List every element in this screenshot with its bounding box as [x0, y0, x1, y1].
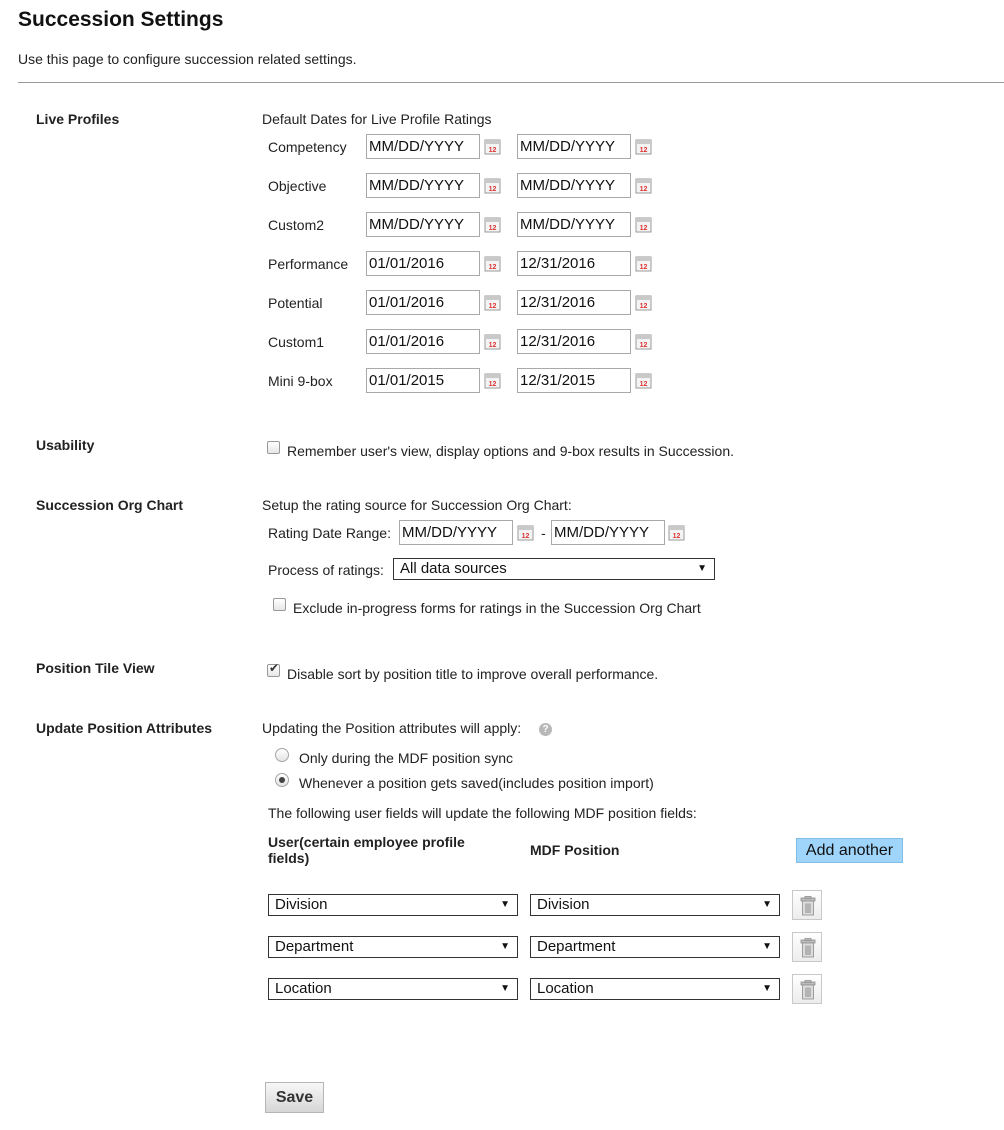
svg-text:12: 12: [639, 342, 648, 349]
calendar-icon[interactable]: [484, 177, 501, 194]
calendar-icon[interactable]: [517, 524, 534, 541]
performance-start-date-input[interactable]: [366, 251, 480, 276]
radio-position-saved-label: Whenever a position gets saved(includes position import): [299, 775, 654, 791]
user-field-value: Location: [275, 980, 332, 997]
date-range-separator: -: [541, 525, 546, 541]
calendar-icon[interactable]: [635, 294, 652, 311]
page-subtitle: Use this page to configure succession related settings.: [18, 51, 357, 67]
add-another-button[interactable]: Add another: [796, 838, 903, 863]
svg-text:12: 12: [639, 264, 648, 271]
mdf-field-select[interactable]: [530, 936, 780, 958]
user-field-select[interactable]: [268, 978, 518, 1000]
calendar-icon[interactable]: [484, 255, 501, 272]
calendar-icon[interactable]: [484, 372, 501, 389]
competency-label: Competency: [268, 139, 347, 155]
update-attributes-heading: Updating the Position attributes will apply:: [262, 720, 522, 736]
calendar-icon[interactable]: [635, 255, 652, 272]
dropdown-arrow-icon: ▼: [500, 983, 510, 994]
dropdown-arrow-icon: ▼: [697, 563, 707, 574]
remember-view-label: Remember user's view, display options and 9-box results in Succession.: [287, 443, 734, 459]
custom1-end-date-input[interactable]: [517, 329, 631, 354]
custom2-label: Custom2: [268, 217, 325, 233]
svg-text:12: 12: [639, 225, 648, 232]
svg-text:12: 12: [488, 381, 497, 388]
svg-text:12: 12: [521, 533, 530, 540]
live-profiles-label: Live Profiles: [36, 111, 120, 127]
calendar-icon[interactable]: [635, 333, 652, 350]
custom2-start-date-input[interactable]: [366, 212, 480, 237]
calendar-icon[interactable]: [635, 177, 652, 194]
org-chart-label: Succession Org Chart: [36, 497, 184, 513]
svg-text:12: 12: [488, 342, 497, 349]
svg-text:12: 12: [672, 533, 681, 540]
calendar-icon[interactable]: [484, 333, 501, 350]
dropdown-arrow-icon: ▼: [500, 899, 510, 910]
mini-9-box-label: Mini 9-box: [268, 373, 333, 389]
delete-mapping-button[interactable]: [792, 890, 822, 920]
mdf-field-value: Division: [537, 896, 590, 913]
header-divider: [18, 82, 1004, 83]
mdf-field-value: Department: [537, 938, 616, 955]
user-field-value: Division: [275, 896, 328, 913]
radio-selected-dot: [279, 777, 285, 783]
svg-text:12: 12: [488, 186, 497, 193]
mini-9-box-end-date-input[interactable]: [517, 368, 631, 393]
potential-end-date-input[interactable]: [517, 290, 631, 315]
user-column-header: [268, 834, 465, 866]
svg-text:12: 12: [488, 264, 497, 271]
dropdown-arrow-icon: ▼: [762, 941, 772, 952]
custom2-end-date-input[interactable]: [517, 212, 631, 237]
rating-date-start-input[interactable]: [399, 520, 513, 545]
custom1-label: Custom1: [268, 334, 325, 350]
radio-mdf-sync-label: Only during the MDF position sync: [299, 750, 513, 766]
user-column-header-line1: User(certain employee profile: [268, 834, 465, 850]
calendar-icon[interactable]: [668, 524, 685, 541]
svg-text:12: 12: [639, 147, 648, 154]
performance-end-date-input[interactable]: [517, 251, 631, 276]
mdf-field-select[interactable]: [530, 978, 780, 1000]
mdf-field-value: Location: [537, 980, 594, 997]
org-chart-heading: Setup the rating source for Succession Org Chart:: [262, 497, 572, 513]
competency-start-date-input[interactable]: [366, 134, 480, 159]
custom1-start-date-input[interactable]: [366, 329, 480, 354]
delete-mapping-button[interactable]: [792, 974, 822, 1004]
user-field-select[interactable]: [268, 936, 518, 958]
calendar-icon[interactable]: [635, 138, 652, 155]
mdf-column-header: MDF Position: [530, 842, 620, 858]
objective-start-date-input[interactable]: [366, 173, 480, 198]
potential-start-date-input[interactable]: [366, 290, 480, 315]
checkmark-icon: ✔: [269, 661, 280, 675]
disable-sort-label: Disable sort by position title to improve overall performance.: [287, 666, 659, 682]
position-tile-view-label: Position Tile View: [36, 660, 155, 676]
objective-label: Objective: [268, 178, 327, 194]
process-ratings-label: Process of ratings:: [268, 562, 384, 578]
rating-date-end-input[interactable]: [551, 520, 665, 545]
svg-text:12: 12: [639, 381, 648, 388]
svg-text:12: 12: [639, 303, 648, 310]
mdf-field-select[interactable]: [530, 894, 780, 916]
user-field-value: Department: [275, 938, 354, 955]
page-title: Succession Settings: [18, 8, 224, 31]
process-ratings-value: All data sources: [400, 560, 507, 577]
dropdown-arrow-icon: ▼: [500, 941, 510, 952]
dropdown-arrow-icon: ▼: [762, 899, 772, 910]
mini-9-box-start-date-input[interactable]: [366, 368, 480, 393]
help-icon[interactable]: ?: [539, 723, 552, 736]
calendar-icon[interactable]: [635, 216, 652, 233]
user-column-header-line2: fields): [268, 850, 310, 866]
user-field-select[interactable]: [268, 894, 518, 916]
remember-view-checkbox[interactable]: [267, 441, 280, 454]
radio-position-saved[interactable]: [275, 773, 289, 787]
calendar-icon[interactable]: [635, 372, 652, 389]
dropdown-arrow-icon: ▼: [762, 983, 772, 994]
disable-sort-checkbox[interactable]: [267, 661, 280, 677]
mapping-heading: The following user fields will update the following MDF position fields:: [268, 805, 697, 821]
exclude-in-progress-label: Exclude in-progress forms for ratings in the Succession Org Chart: [293, 600, 701, 616]
exclude-in-progress-checkbox[interactable]: [273, 598, 286, 611]
radio-mdf-sync[interactable]: [275, 748, 289, 762]
update-attributes-label: Update Position Attributes: [36, 720, 213, 736]
usability-label: Usability: [36, 437, 95, 453]
competency-end-date-input[interactable]: [517, 134, 631, 159]
potential-label: Potential: [268, 295, 323, 311]
svg-text:12: 12: [488, 147, 497, 154]
live-profiles-heading: Default Dates for Live Profile Ratings: [262, 111, 492, 127]
save-button[interactable]: Save: [265, 1082, 324, 1113]
calendar-icon[interactable]: [484, 294, 501, 311]
objective-end-date-input[interactable]: [517, 173, 631, 198]
rating-date-range-label: Rating Date Range:: [268, 525, 391, 541]
svg-text:12: 12: [488, 225, 497, 232]
calendar-icon[interactable]: [484, 216, 501, 233]
delete-mapping-button[interactable]: [792, 932, 822, 962]
process-ratings-select[interactable]: [393, 558, 715, 580]
svg-text:12: 12: [639, 186, 648, 193]
svg-text:12: 12: [488, 303, 497, 310]
calendar-icon[interactable]: [484, 138, 501, 155]
performance-label: Performance: [268, 256, 349, 272]
